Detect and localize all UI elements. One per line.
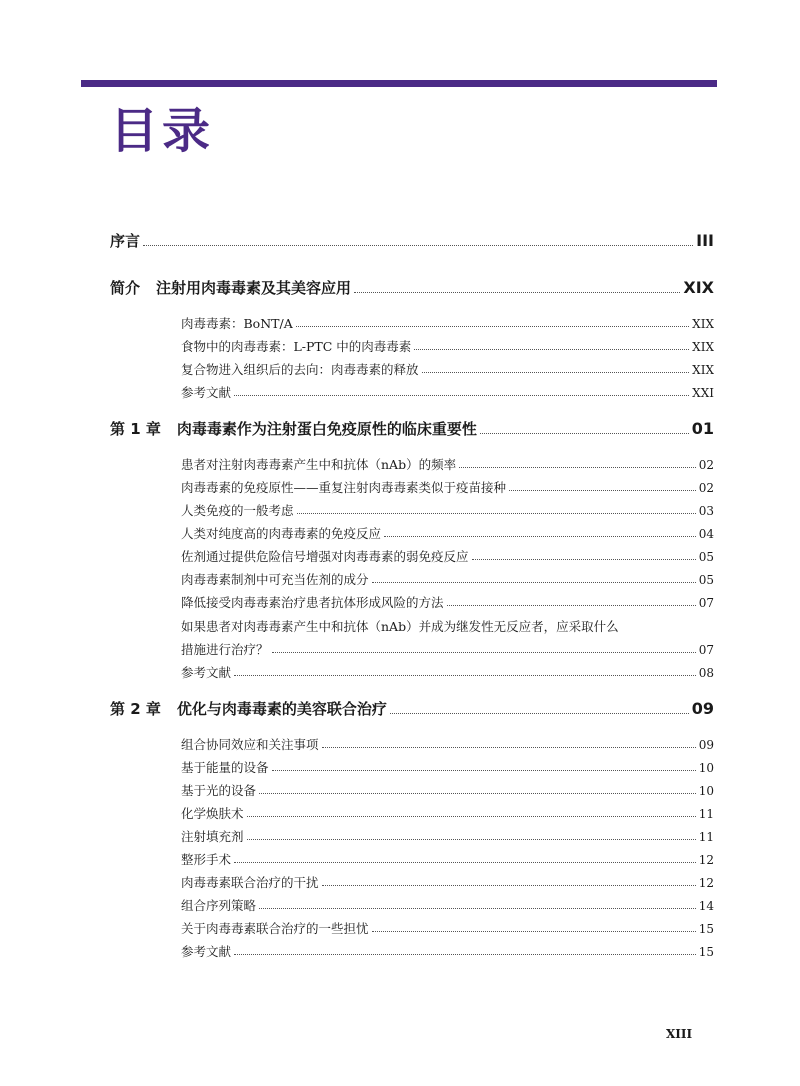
toc-entry-label: 参考文献 xyxy=(181,665,232,680)
toc-chapter-entry[interactable] xyxy=(110,277,714,298)
dot-leader xyxy=(234,861,696,863)
toc-entry-title xyxy=(110,277,351,298)
toc-entry-label: 患者对注射肉毒毒素产生中和抗体（nAb）的频率 xyxy=(181,457,457,472)
toc-section-entry[interactable] xyxy=(110,896,714,914)
toc-section-entry[interactable] xyxy=(110,478,714,496)
toc-entry-title xyxy=(181,640,269,658)
toc-section-entry[interactable] xyxy=(110,337,714,355)
toc-section-entry[interactable] xyxy=(110,570,714,588)
toc-entry-title xyxy=(181,827,244,845)
dot-leader xyxy=(259,792,696,794)
toc-page-number: 12 xyxy=(698,853,714,867)
toc-page-number: 09 xyxy=(691,699,714,718)
toc-section-entry[interactable] xyxy=(110,593,714,611)
toc-page-number: 15 xyxy=(698,922,714,936)
toc-page-number: 07 xyxy=(698,643,714,657)
toc-entry-label: 注射用肉毒毒素及其美容应用 xyxy=(156,279,352,297)
page-title: 目录 xyxy=(110,103,215,159)
toc-entry-label: 佐剂通过提供危险信号增强对肉毒毒素的弱免疫反应 xyxy=(181,549,469,564)
dot-leader xyxy=(372,930,696,932)
toc-entry-title xyxy=(181,663,231,681)
toc-section-entry[interactable] xyxy=(110,383,714,401)
toc-entry-label: 关于肉毒毒素联合治疗的一些担忧 xyxy=(181,921,369,936)
toc-entry-label: 参考文献 xyxy=(181,385,232,400)
toc-entry-title xyxy=(181,547,469,565)
toc-page-number: 11 xyxy=(698,807,714,821)
chapter-number: 第 2 章 xyxy=(110,700,161,718)
toc-entry-title xyxy=(181,850,231,868)
toc-section-entry[interactable] xyxy=(110,360,714,378)
toc-entry-label: 组合协同效应和关注事项 xyxy=(181,737,319,752)
toc-entry-label: 复合物进入组织后的去向：肉毒毒素的释放 xyxy=(181,362,419,377)
toc-entry-title xyxy=(181,314,293,332)
toc-section-entry[interactable] xyxy=(110,663,714,681)
toc-entry-label: 肉毒毒素的免疫原性——重复注射肉毒毒素类似于疫苗接种 xyxy=(181,480,507,495)
toc-page-number: 10 xyxy=(698,761,714,775)
dot-leader xyxy=(272,769,696,771)
dot-leader xyxy=(234,953,696,955)
toc-entry-title xyxy=(181,455,456,473)
toc-entry-label: 肉毒毒素制剂中可充当佐剂的成分 xyxy=(181,572,369,587)
toc-entry-title xyxy=(181,735,319,753)
toc-entry-title xyxy=(181,919,369,937)
toc-entry-label: 降低接受肉毒毒素治疗患者抗体形成风险的方法 xyxy=(181,595,444,610)
toc-page-number: 03 xyxy=(698,504,714,518)
toc-page-number: 02 xyxy=(698,481,714,495)
toc-entry-label: 组合序列策略 xyxy=(181,898,257,913)
toc-section-entry[interactable] xyxy=(110,758,714,776)
toc-page-number: 07 xyxy=(698,596,714,610)
dot-leader xyxy=(322,746,696,748)
toc-section-entry[interactable] xyxy=(110,640,714,658)
toc-section-entry[interactable] xyxy=(110,873,714,891)
toc-chapter-entry[interactable] xyxy=(110,418,714,439)
toc-page-number: 05 xyxy=(698,550,714,564)
toc-section-entry[interactable] xyxy=(110,547,714,565)
toc-entry-title xyxy=(110,698,387,719)
toc-page-number: 09 xyxy=(698,738,714,752)
dot-leader xyxy=(247,815,696,817)
toc-entry-label-line1: 如果患者对肉毒毒素产生中和抗体（nAb）并成为继发性无反应者，应采取什么 xyxy=(181,619,619,634)
toc-section-entry[interactable] xyxy=(110,804,714,822)
toc-entry-label: 整形手术 xyxy=(181,852,232,867)
toc-entry-title xyxy=(181,501,294,519)
dot-leader xyxy=(372,581,696,583)
toc-page-number: 15 xyxy=(698,945,714,959)
toc-page-number: 10 xyxy=(698,784,714,798)
toc-entry-title xyxy=(181,570,369,588)
dot-leader xyxy=(247,838,696,840)
toc-entry-label: 参考文献 xyxy=(181,944,232,959)
toc-page-number: 12 xyxy=(698,876,714,890)
dot-leader xyxy=(354,291,680,293)
toc-entry-label: 肉毒毒素作为注射蛋白免疫原性的临床重要性 xyxy=(176,420,477,438)
chapter-number: 简介 xyxy=(110,279,141,297)
toc-entry-title xyxy=(181,896,256,914)
toc-section-entry[interactable] xyxy=(110,501,714,519)
toc-page-number: XIX xyxy=(683,278,714,297)
toc-entry-label: 肉毒毒素：BoNT/A xyxy=(181,316,293,331)
chapter-number: 第 1 章 xyxy=(110,420,161,438)
dot-leader xyxy=(322,884,696,886)
toc-entry-title xyxy=(181,758,269,776)
dot-leader xyxy=(143,244,693,246)
dot-leader xyxy=(422,371,690,373)
toc-section-entry[interactable] xyxy=(110,919,714,937)
toc-page-number: 01 xyxy=(691,419,714,438)
toc-entry-title xyxy=(110,418,477,439)
toc-section-entry[interactable] xyxy=(110,314,714,332)
dot-leader xyxy=(414,348,689,350)
header-rule xyxy=(81,80,717,87)
toc-section-entry[interactable] xyxy=(110,781,714,799)
toc-entry-title xyxy=(181,593,444,611)
dot-leader xyxy=(234,674,696,676)
toc-page-number: III xyxy=(696,231,714,250)
toc-entry-title xyxy=(181,804,244,822)
toc-section-entry[interactable] xyxy=(110,455,714,473)
dot-leader xyxy=(459,466,696,468)
toc-page-number: 02 xyxy=(698,458,714,472)
page-number: XIII xyxy=(666,1027,693,1041)
toc-section-entry[interactable] xyxy=(110,735,714,753)
dot-leader xyxy=(447,604,696,606)
toc-entry-label: 人类对纯度高的肉毒毒素的免疫反应 xyxy=(181,526,382,541)
toc-entry-label: 人类免疫的一般考虑 xyxy=(181,503,294,518)
toc-page-number: XIX xyxy=(692,363,714,377)
dot-leader xyxy=(272,651,696,653)
toc-page-number: 14 xyxy=(698,899,714,913)
toc-entry-label: 化学焕肤术 xyxy=(181,806,244,821)
toc-entry-title xyxy=(181,942,231,960)
toc-chapter-entry[interactable] xyxy=(110,230,714,251)
toc-page-number: XXI xyxy=(692,386,714,400)
toc-entry-title xyxy=(181,781,256,799)
toc-entry-label: 食物中的肉毒毒素：L-PTC 中的肉毒毒素 xyxy=(181,339,412,354)
toc-entry-title xyxy=(181,478,506,496)
toc-page-number: XIX xyxy=(692,340,714,354)
toc-entry-label: 基于能量的设备 xyxy=(181,760,269,775)
dot-leader xyxy=(259,907,696,909)
toc-entry-label: 措施进行治疗？ xyxy=(181,642,269,657)
toc-entry-label: 优化与肉毒毒素的美容联合治疗 xyxy=(176,700,387,718)
toc-section-entry[interactable] xyxy=(110,942,714,960)
toc-entry-title xyxy=(181,337,411,355)
toc-entry-title xyxy=(181,873,319,891)
dot-leader xyxy=(234,394,689,396)
toc-entry-label: 肉毒毒素联合治疗的干扰 xyxy=(181,875,319,890)
toc-entry-title xyxy=(181,383,231,401)
toc-page-number: 05 xyxy=(698,573,714,587)
toc-entry-label: 注射填充剂 xyxy=(181,829,244,844)
toc-section-entry[interactable] xyxy=(110,850,714,868)
toc-entry-label: 序言 xyxy=(110,232,141,250)
toc-page-number: 08 xyxy=(698,666,714,680)
toc-section-entry[interactable] xyxy=(110,827,714,845)
toc-section-entry[interactable] xyxy=(110,524,714,542)
toc-entry-title xyxy=(110,230,140,251)
toc-chapter-entry[interactable] xyxy=(110,698,714,719)
toc-page-number: 11 xyxy=(698,830,714,844)
toc-entry-title xyxy=(181,360,419,378)
dot-leader xyxy=(384,535,696,537)
dot-leader xyxy=(297,512,696,514)
toc-entry-title xyxy=(181,524,381,542)
dot-leader xyxy=(390,712,689,714)
toc-page-number: 04 xyxy=(698,527,714,541)
toc-entry-label: 基于光的设备 xyxy=(181,783,257,798)
dot-leader xyxy=(296,325,689,327)
dot-leader xyxy=(509,489,696,491)
dot-leader xyxy=(480,432,689,434)
dot-leader xyxy=(472,558,696,560)
toc-page-number: XIX xyxy=(692,317,714,331)
